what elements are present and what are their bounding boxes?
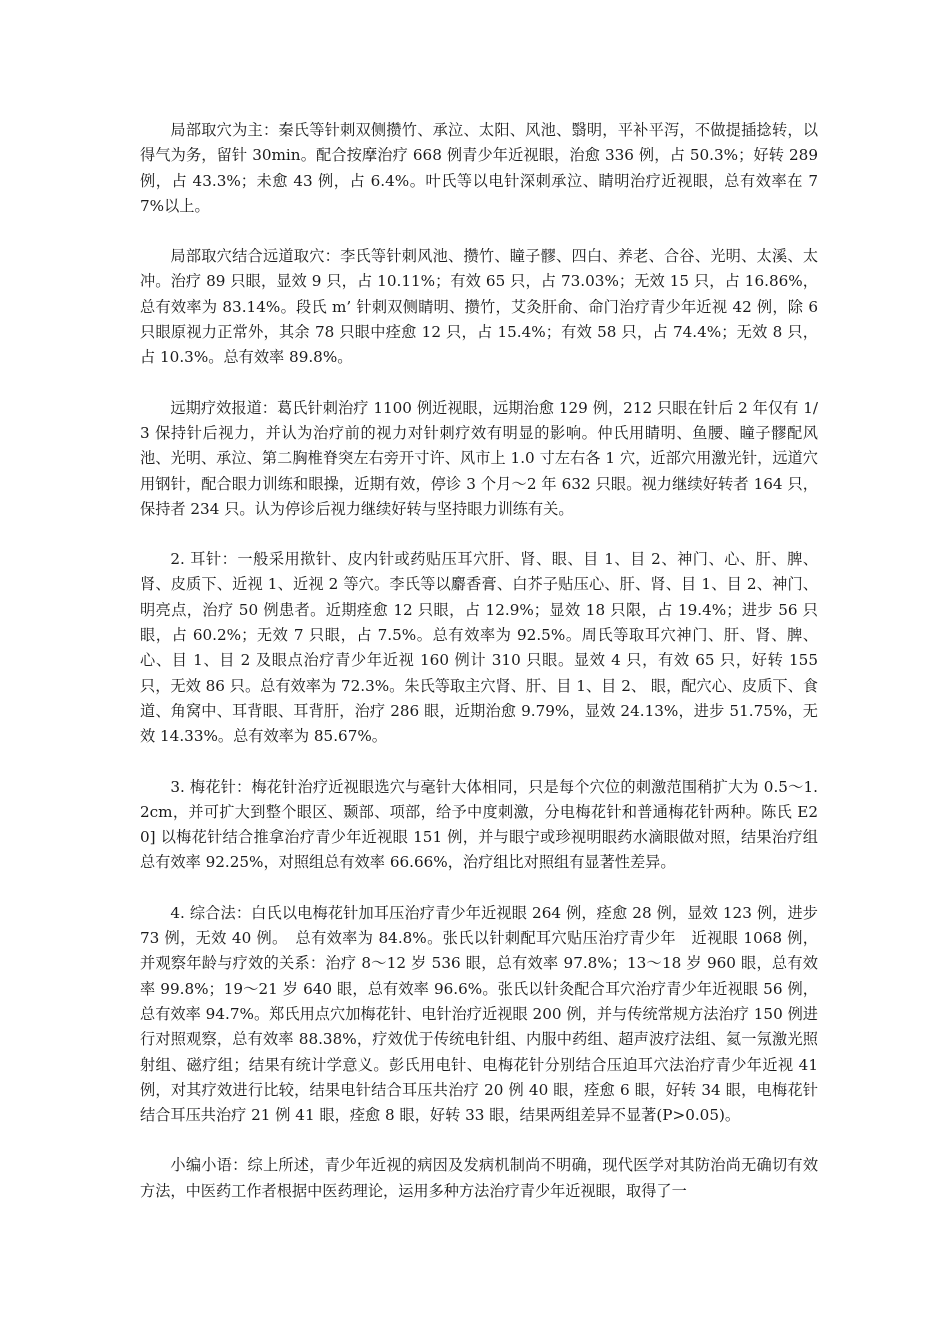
paragraph-long-term-efficacy: 远期疗效报道：葛氏针刺治疗 1100 例近视眼，远期治愈 129 例，212 只眼在针后 2 年仅有 1/3 保持针后视力，并认为治疗前的视力对针刺疗效有明显的影响。仲氏用睛明、鱼腰、瞳子髎配风池、光明、承泣、第二胸椎脊突左右旁开寸许、风市上 1.0 寸左右各 1 穴，近部穴用激光针，远道穴用钢针，配合眼力训练和眼操，近期有效，停诊 3 个月～2 年 632 只眼。视力继续好转者 164 只，保持者 234 只。认为停诊后视力继续好转与坚持眼力训练有关。 xyxy=(140,398,818,518)
paragraph-editor-summary: 小编小语：综上所述，青少年近视的病因及发病机制尚不明确，现代医学对其防治尚无确切有效方法，中医药工作者根据中医药理论，运用多种方法治疗青少年近视眼，取得了一 xyxy=(140,1156,818,1200)
paragraph-local-and-distal-acupoints: 局部取穴结合远道取穴：李氏等针刺风池、攒竹、瞳子髎、四白、养老、合谷、光明、太溪、太冲。治疗 89 只眼，显效 9 只，占 10.11%；有效 65 只，占 73.03%；无效 15 只，占 16.86%，总有效率为 83.14%。段氏 m’ 针刺双侧睛明、攒竹，艾灸肝俞、命门治疗青少年近视 42 例，除 6 只眼原视力正常外，其余 78 只眼中痊愈 12 只，占 15.4%；有效 58 只，占 74.4%；无效 8 只，占 10.3%。总有效率 89.8%。 xyxy=(140,247,818,367)
document-body xyxy=(140,118,834,1229)
paragraph-ear-acupuncture: 2. 耳针：一般采用揿针、皮内针或药贴压耳穴肝、肾、眼、目 1、目 2、神门、心、肝、脾、肾、皮质下、近视 1、近视 2 等穴。李氏等以麝香膏、白芥子贴压心、肝、肾、目 1、目 2、神门、明亮点，治疗 50 例患者。近期痊愈 12 只眼，占 12.9%；显效 18 只限，占 19.4%；进步 56 只眼，占 60.2%；无效 7 只眼，占 7.5%。总有效率为 92.5%。周氏等取耳穴神门、肝、肾、脾、心、目 1、目 2 及眼点治疗青少年近视 160 例计 310 只眼。显效 4 只，有效 65 只，好转 155 只，无效 86 只。总有效率为 72.3%。朱氏等取主穴肾、肝、目 1、目 2、 眼，配穴心、皮质下、食道、角窝中、耳背眼、耳背肝，治疗 286 眼，近期治愈 9.79%，显效 24.13%，进步 51.75%，无 效 14.33%。总有效率为 85.67%。 xyxy=(140,550,834,746)
paragraph-plum-blossom-needle: 3. 梅花针：梅花针治疗近视眼选穴与毫针大体相同，只是每个穴位的刺激范围稍扩大为 0.5～1.2cm，并可扩大到整个眼区、颞部、项部，给予中度刺激，分电梅花针和普通梅花针两种。陈氏 E20] 以梅花针结合推拿治疗青少年近视眼 151 例，并与眼宁或珍视明眼药水滴眼做对照，结果治疗组总有效率 92.25%，对照组总有效率 66.66%，治疗组比对照组有显著性差异。 xyxy=(140,777,818,872)
paragraph-local-acupoints: 局部取穴为主：秦氏等针刺双侧攒竹、承泣、太阳、风池、翳明，平补平泻，不做提插捻转，以得气为务，留针 30min。配合按摩治疗 668 例青少年近视眼，治愈 336 例，占 50.3%；好转 289 例，占 43.3%；未愈 43 例，占 6.4%。叶氏等以电针深刺承泣、睛明治疗近视眼，总有效率在 77%以上。 xyxy=(140,121,818,215)
paragraph-combined-methods: 4. 综合法：白氏以电梅花针加耳压治疗青少年近视眼 264 例，痊愈 28 例，显效 123 例，进步 73 例，无效 40 例。 总有效率为 84.8%。张氏以针刺配耳穴贴压治疗青少年 近视眼 1068 例，并观察年龄与疗效的关系：治疗 8～12 岁 536 眼，总有效率 97.8%；13～18 岁 960 眼，总有效率 99.8%；19～21 岁 640 眼，总有效率 96.6%。张氏以针灸配合耳穴治疗青少年近视眼 56 例，总有效率 94.7%。郑氏用点穴加梅花针、电针治疗近视眼 200 例，并与传统常规方法治疗 150 例进行对照观察，总有效率 88.38%，疗效优于传统电针组、内服中药组、超声波疗法组、氦一氖激光照射组、磁疗组；结果有统计学意义。彭氏用电针、电梅花针分别结合压迫耳穴法治疗青少年近视 41 例，对其疗效进行比较，结果电针结合耳压共治疗 20 例 40 眼，痊愈 6 眼，好转 34 眼，电梅花针结合耳压共治疗 21 例 41 眼，痊愈 8 眼，好转 33 眼，结果两组差异不显著(P>0.05)。 xyxy=(140,903,818,1125)
